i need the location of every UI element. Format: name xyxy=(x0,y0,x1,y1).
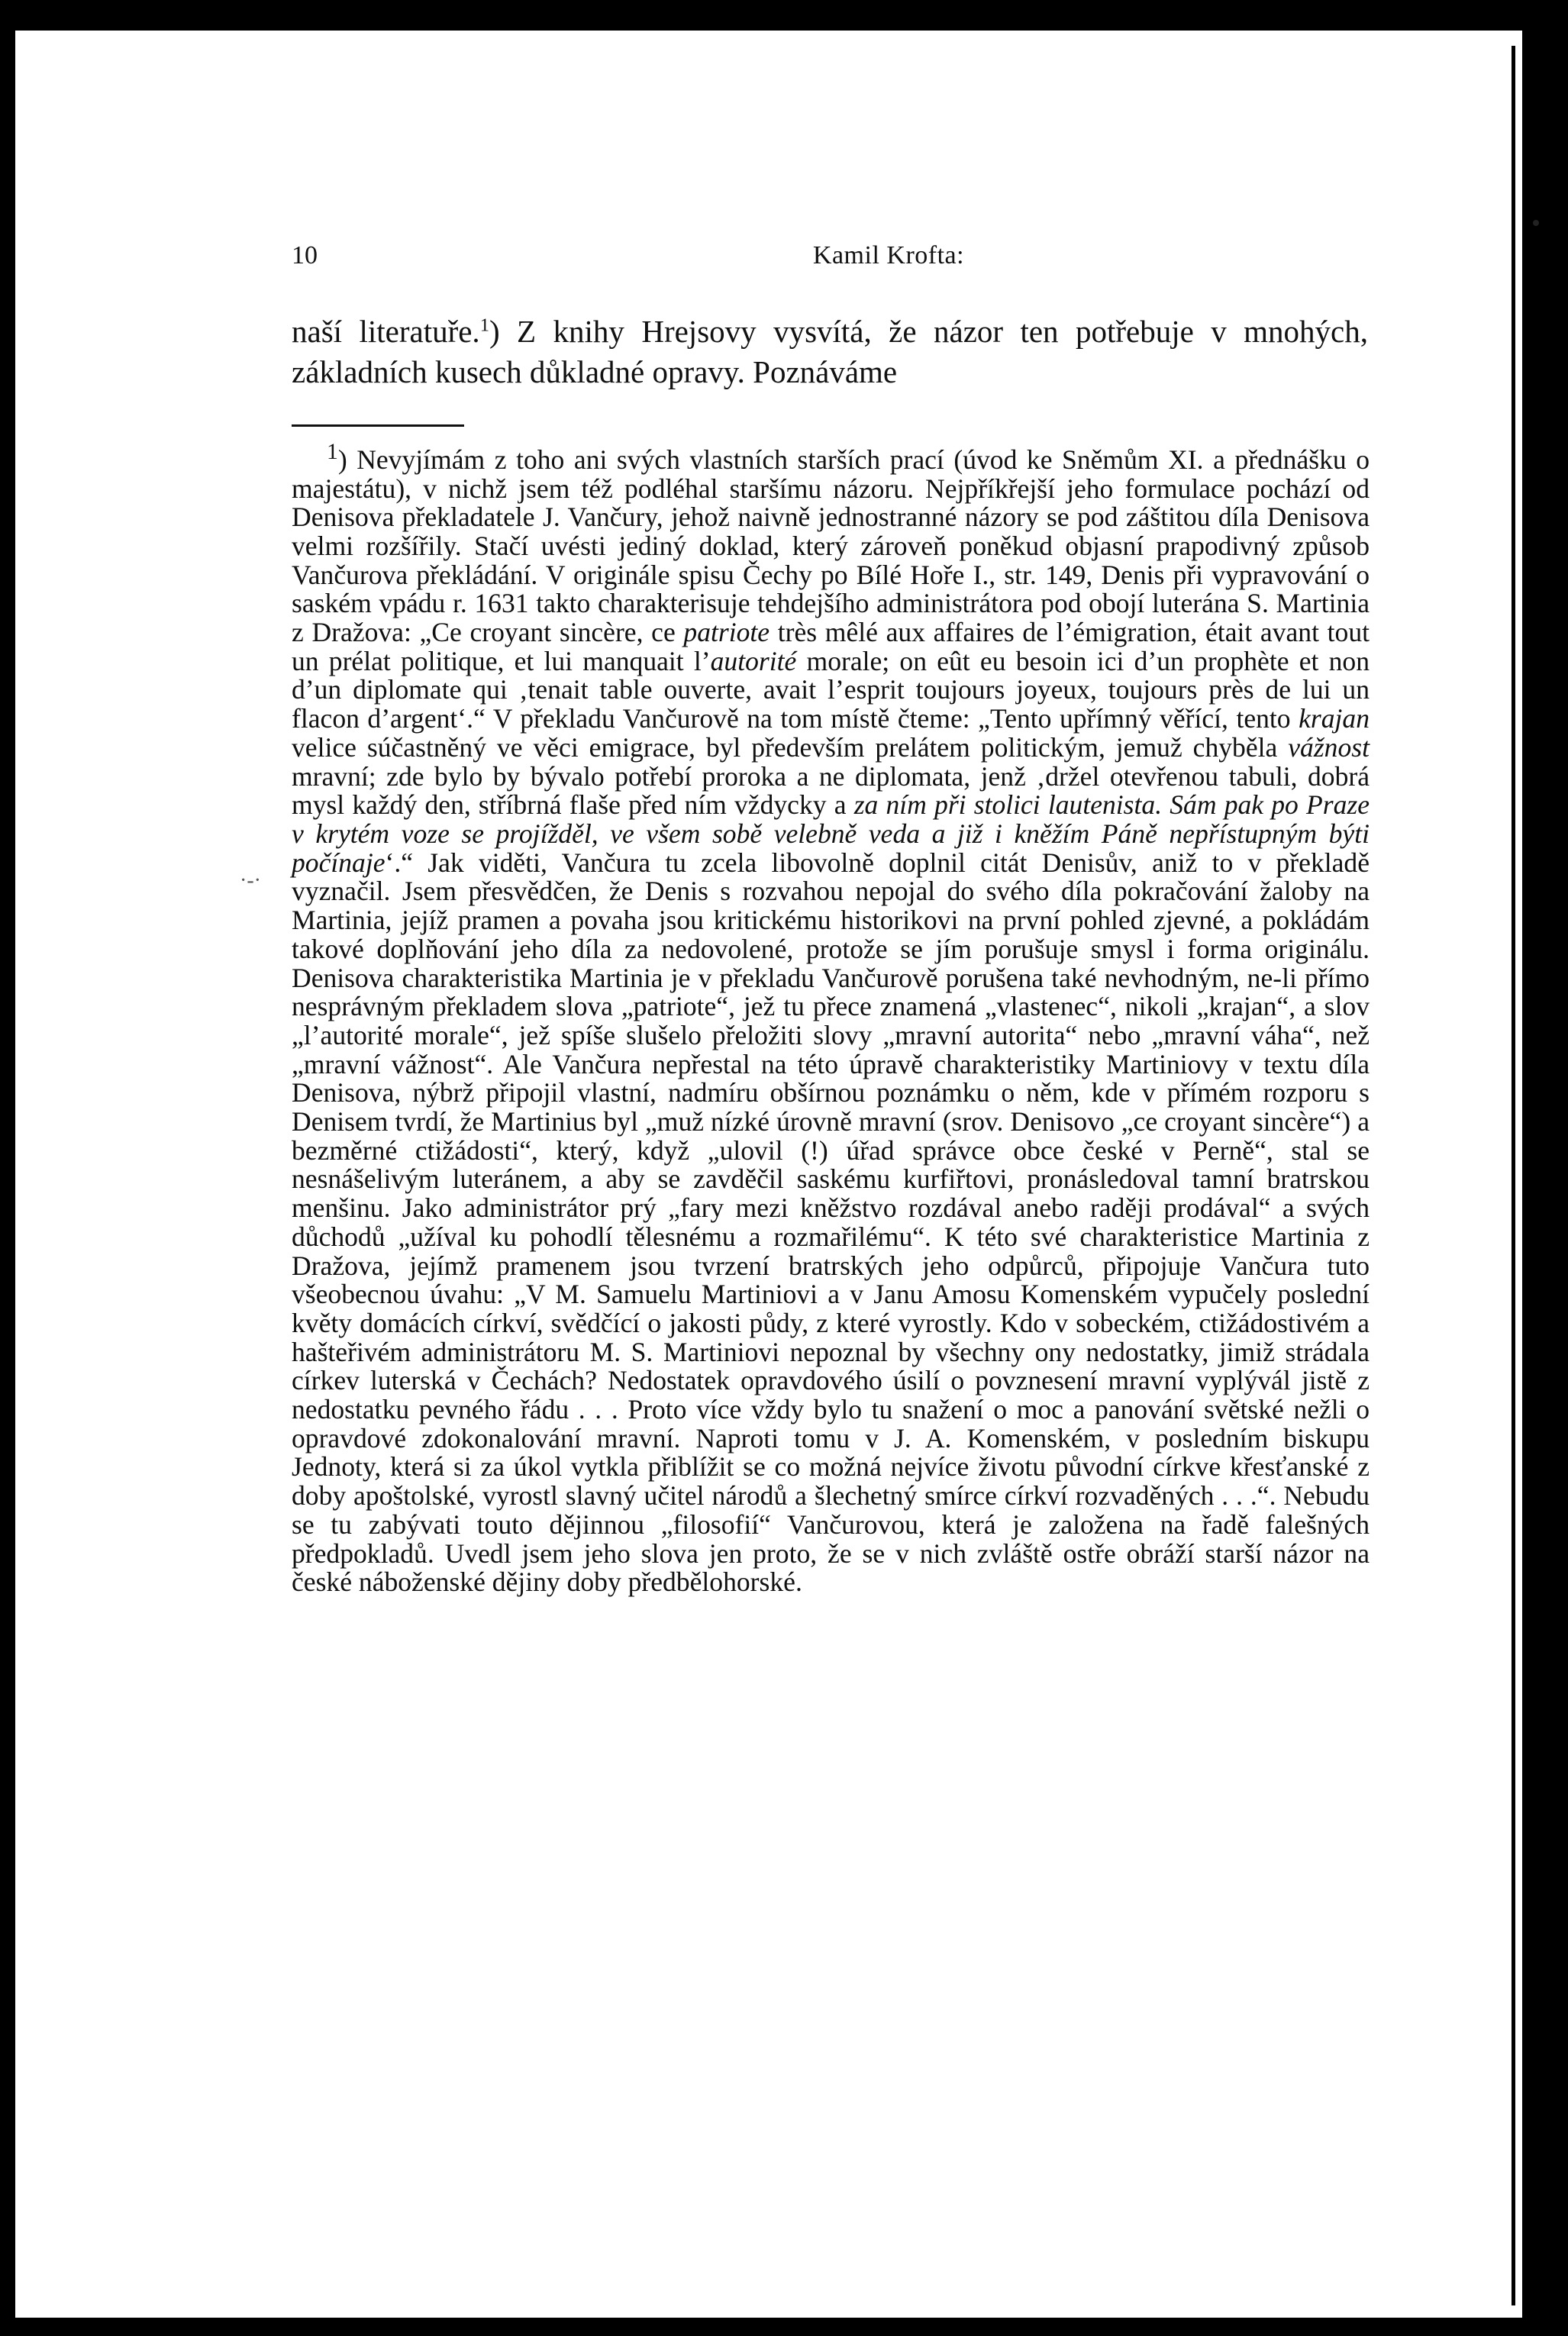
footnote-text: ‘.“ Jak viděti, Vančura tu zcela libovolně doplnil citát Denisův, aniž to v překladě vyznačil. Jsem přesvědčen, že Denis s rozvahou nepojal do svého díla pokračování žaloby na Martinia, jejíž pramen a povaha jsou kritickému historikovi na první pohled zjevné, a pokládám takové doplňování jeho díla za nedovolené, protože se jím porušuje smysl i forma originálu. Denisova charakteristika Martinia je v překladu Vančurově porušena také nevhodným, ne-li přímo nesprávným překladem slova „patriote“, jež tu přece znamená „vlastenec“, nikoli „krajan“, a slov „l’autorité morale“, jež spíše slušelo přeložiti slovy „mravní autorita“ nebo „mravní váha“, než „mravní vážnost“. Ale Vančura nepřestal na této úpravě charakteristiky Martiniovy v textu díla Denisova, nýbrž připojil vlastní, nadmíru obšírnou poznámku o něm, kde v přímém rozporu s Denisem tvrdí, že Martinius byl „muž nízké úrovně mravní (srov. Denisovo „ce croyant sincère“) a bezměrné ctižádosti“, který, když „ulovil (!) úřad správce obce české v Perně“, stal se nesnášelivým luteránem, a aby se zavděčil saskému kurfiřtovi, pronásledoval tamní bratrskou menšinu. Jako administrátor prý „fary mezi kněžstvo rozdával anebo raději prodával“ a svých důchodů „užíval ku pohodlí tělesnému a rozmařilému“. K této své charakteristice Martinia z Dražova, jejímž pramenem jsou tvrzení bratrských jeho odpůrců, připojuje Vančura tuto všeobecnou úvahu: „V M. Samuelu Martiniovi a v Janu Amosu Komenském vypučely poslední květy domácích církví, svědčící o jakosti půdy, z které vyrostly. Kdo v sobeckém, ctižádostivém a hašteřivém administrátoru M. S. Martiniovi nepoznal by všechny ony nedostatky, jimiž strádala církev luterská v Čechách? Nedostatek opravdového úsilí o povznesení mravní vyplývál jistě z nedostatku pevného řádu . . . Proto více vždy bylo tu snažení o moc a panování světské nežli o opravdové zdokonalování mravní. Naproti tomu v J. A. Komenském, v posledním biskupu Jednoty, která si za úkol vytkla přiblížit se co možná nejvíce životu původní církve křesťanské z doby apoštolské, vyrostl slavný učitel národů a šlechetný smírce církví rozvaděných . . .“. Nebudu se tu zabývati touto dějinnou „filosofií“ Vančurovou, která je založena na řadě falešných předpokladů. Uvedl jsem jeho slova jen proto, že se v nich zvláště ostře obráží starší názor na české náboženské dějiny doby předbělohorské. xyxy=(292,847,1370,1598)
running-head: Kamil Krofta: xyxy=(812,241,965,269)
footnote-text: velice súčastněný ve věci emigrace, byl především prelátem politickým, jemuž chyběla xyxy=(292,731,1289,763)
page-header xyxy=(292,241,1486,279)
page-number: 10 xyxy=(292,241,318,269)
footnote-text: morale; on eût eu besoin ici d’un prophète et non d’un diplomate qui ‚tenait table ouverte, avait l’esprit toujours joyeux, toujours près de lui un flacon d’argent‘.“ V překladu Vančurově na tom místě čteme: „Tento upřímný věřící, tento xyxy=(292,645,1370,734)
footnote xyxy=(292,438,1370,1597)
footnote-text: mravní; zde bylo by bývalo potřebí proroka a ne diplomata, jenž ‚držel otevřenou tabuli, dobrá mysl každý den, stříbrná flaše před ním vždycky a xyxy=(292,760,1370,821)
footnote-paragraph xyxy=(292,438,1370,1597)
speck xyxy=(1533,220,1539,226)
page-edge-shadow xyxy=(1512,46,1515,2305)
footnote-text: très mêlé aux affaires de l’émigration, était avant tout un prélat politique, et lui manquait l’ xyxy=(292,617,1370,676)
italic-term: krajan xyxy=(1299,703,1370,734)
italic-term: autorité xyxy=(710,645,797,676)
binding-spine xyxy=(1524,0,1568,2336)
body-text-start: naší literatuře. xyxy=(292,314,480,349)
italic-term: vážnost xyxy=(1288,731,1370,763)
footnote-text: ) Nevyjímám z toho ani svých vlastních starších prací (úvod ke Sněmům XI. a přednášku o majestátu), v nichž jsem též podléhal staršímu názoru. Nejpříkřejší jeho formulace pochází od Denisova překladatele J. Vančury, jehož naivně jednostranné názory se pod záštitou díla Denisova velmi rozšířily. Stačí uvésti jediný doklad, který zároveň poněkud objasní prapodivný způsob Vančurova překládání. V originále spisu Čechy po Bílé Hoře I., str. 149, Denis při vypravování o saském vpádu r. 1631 takto charakterisuje tehdejšího administrátora pod obojí luterána S. Martinia z Dražova: „Ce croyant sincère, ce xyxy=(292,444,1370,648)
italic-term: patriote xyxy=(683,617,770,648)
footnote-separator xyxy=(292,424,464,427)
body-text xyxy=(292,311,1368,392)
italic-quotation: za ním při stolici lautenista. Sám pak po Praze v krytém voze se projížděl, ve všem sobě velebně veda a již i kněžím Páně nepřístupným býti počínaje xyxy=(292,789,1370,878)
margin-pencil-mark: ·-· xyxy=(240,869,261,892)
body-text-rest: ) Z knihy Hrejsovy vysvítá, že názor ten potřebuje v mnohých, základních kusech důkladné opravy. Poznáváme xyxy=(292,314,1368,389)
footnote-reference: 1 xyxy=(479,315,489,336)
footnote-marker: 1 xyxy=(327,440,338,464)
